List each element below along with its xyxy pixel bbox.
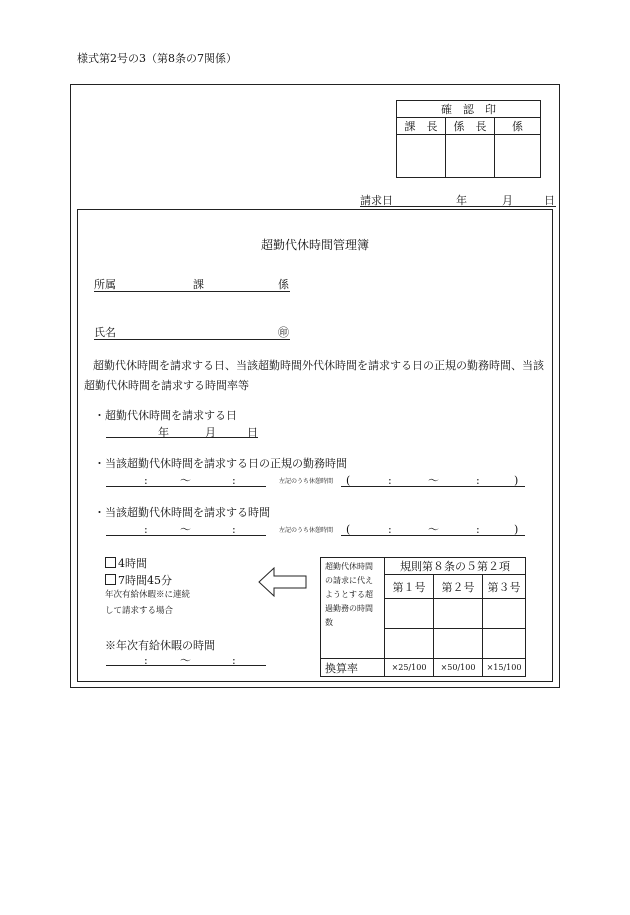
affiliation-section: 課 bbox=[193, 278, 204, 291]
affiliation-subsection: 係 bbox=[278, 278, 289, 291]
option-7h45m-label: 7時間45分 bbox=[118, 574, 172, 587]
seal-mark: ㊞ bbox=[278, 326, 289, 339]
conversion-rate-3: ×15/100 bbox=[483, 659, 526, 677]
annual-leave-colon-1: : bbox=[144, 654, 148, 667]
item3-label: ・当該超勤代休時間を請求する時間 bbox=[94, 506, 270, 519]
item3-rest-colon-2: : bbox=[476, 523, 480, 536]
item2-tilde: 〜 bbox=[180, 474, 191, 487]
item1-month: 月 bbox=[205, 426, 216, 439]
request-date-label: 請求日 bbox=[360, 194, 393, 207]
item2-rest-colon-2: : bbox=[476, 474, 480, 487]
item2-colon-2: : bbox=[232, 474, 236, 487]
affiliation-line[interactable] bbox=[94, 278, 290, 292]
item1-year: 年 bbox=[158, 426, 169, 439]
left-arrow-icon bbox=[258, 567, 308, 597]
document-title: 超勤代休時間管理簿 bbox=[260, 238, 369, 252]
affiliation-label: 所属 bbox=[94, 278, 116, 291]
stamp-box-section-chief[interactable] bbox=[397, 135, 446, 178]
conversion-row-label-line: 過勤務の時間 bbox=[325, 604, 373, 613]
option-4-hours[interactable] bbox=[105, 557, 147, 569]
conversion-cell-2[interactable] bbox=[434, 599, 483, 629]
conversion-rate-table bbox=[320, 557, 526, 677]
option-7h45m[interactable] bbox=[105, 574, 172, 586]
conversion-rate-2: ×50/100 bbox=[434, 659, 483, 677]
name-label: 氏名 bbox=[94, 326, 116, 339]
conversion-row-label-line: ようとする超 bbox=[325, 590, 373, 599]
option-note-line1: 年次有給休暇※に連続 bbox=[105, 590, 191, 600]
request-date-month: 月 bbox=[502, 194, 513, 207]
stamp-col-section-chief: 課 長 bbox=[397, 118, 446, 135]
item3-colon-1: : bbox=[144, 523, 148, 536]
description-text: 超勤代休時間を請求する日、当該超勤時間外代休時間を請求する日の正規の勤務時間、当該超勤代休時間を請求する時間率等 bbox=[84, 359, 544, 392]
item2-rest-colon-1: : bbox=[388, 474, 392, 487]
item2-colon-1: : bbox=[144, 474, 148, 487]
item1-day: 日 bbox=[247, 426, 258, 439]
item3-open-paren: ( bbox=[346, 523, 351, 536]
checkbox-icon[interactable] bbox=[105, 574, 116, 585]
conversion-row-label-line: 超勤代休時間 bbox=[325, 562, 373, 571]
conversion-rate-1: ×25/100 bbox=[385, 659, 434, 677]
stamp-box-sub-chief[interactable] bbox=[446, 135, 495, 178]
stamp-title: 確 認 印 bbox=[397, 101, 541, 118]
item2-label: ・当該超勤代休時間を請求する日の正規の勤務時間 bbox=[94, 457, 347, 470]
annual-leave-tilde: 〜 bbox=[180, 654, 191, 667]
option-4-hours-label: 4時間 bbox=[118, 557, 147, 570]
annual-leave-colon-2: : bbox=[232, 654, 236, 667]
item3-rest-tilde: 〜 bbox=[428, 523, 439, 536]
item3-rest-label: 左記のうち休憩時間 bbox=[279, 527, 334, 534]
item2-open-paren: ( bbox=[346, 474, 351, 487]
item3-close-paren: ) bbox=[514, 523, 519, 536]
stamp-col-sub-chief: 係 長 bbox=[446, 118, 495, 135]
conversion-cell-6[interactable] bbox=[483, 629, 526, 659]
item1-date-line[interactable] bbox=[106, 425, 258, 438]
confirmation-stamp-table bbox=[396, 100, 541, 178]
name-line[interactable] bbox=[94, 326, 290, 340]
conversion-header: 規則第８条の５第２項 bbox=[385, 558, 526, 575]
conversion-col-2: 第２号 bbox=[434, 575, 483, 599]
conversion-cell-3[interactable] bbox=[483, 599, 526, 629]
conversion-row-label-line: 数 bbox=[325, 618, 333, 627]
stamp-col-staff: 係 bbox=[495, 118, 541, 135]
item2-rest-label: 左記のうち休憩時間 bbox=[279, 478, 334, 485]
conversion-cell-4[interactable] bbox=[385, 629, 434, 659]
conversion-row-label-line: の請求に代え bbox=[325, 576, 373, 585]
item2-close-paren: ) bbox=[514, 474, 519, 487]
conversion-rate-label: 換算率 bbox=[321, 659, 385, 677]
annual-leave-label: ※年次有給休暇の時間 bbox=[105, 639, 215, 652]
item3-rest-colon-1: : bbox=[388, 523, 392, 536]
option-note-line2: して請求する場合 bbox=[105, 606, 174, 616]
request-date-year: 年 bbox=[456, 194, 467, 207]
conversion-col-3: 第３号 bbox=[483, 575, 526, 599]
item2-rest-tilde: 〜 bbox=[428, 474, 439, 487]
conversion-col-1: 第１号 bbox=[385, 575, 434, 599]
conversion-row-label bbox=[321, 558, 385, 659]
request-date-day: 日 bbox=[544, 194, 555, 207]
checkbox-icon[interactable] bbox=[105, 557, 116, 568]
conversion-cell-1[interactable] bbox=[385, 599, 434, 629]
item1-label: ・超勤代休時間を請求する日 bbox=[94, 409, 237, 422]
item3-tilde: 〜 bbox=[180, 523, 191, 536]
stamp-box-staff[interactable] bbox=[495, 135, 541, 178]
conversion-cell-5[interactable] bbox=[434, 629, 483, 659]
item3-colon-2: : bbox=[232, 523, 236, 536]
form-number: 様式第2号の3（第8条の7関係） bbox=[77, 52, 237, 65]
